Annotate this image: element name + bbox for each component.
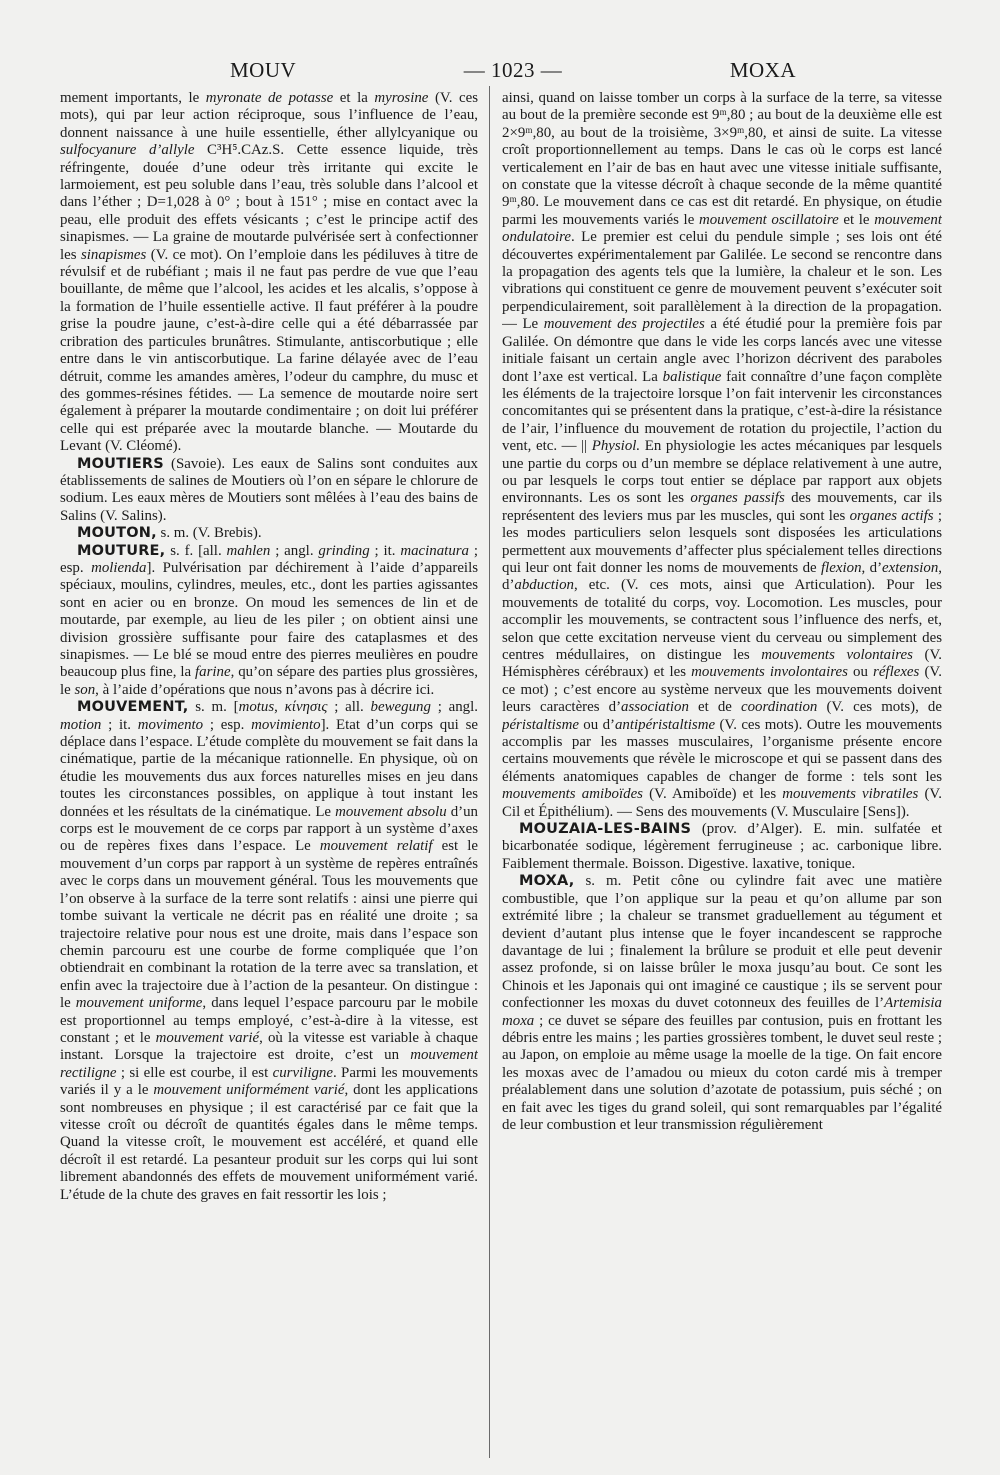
entry-text: , d’ bbox=[502, 559, 942, 594]
entry-text: (V. Hémisphères cérébraux) et les bbox=[502, 647, 942, 681]
italic-term: réflexes bbox=[873, 664, 920, 681]
dictionary-entry bbox=[502, 873, 942, 1134]
entry-text: ]. Etat d’un corps qui se déplace dans l’espace. L’étude complète du mouvement se fait dans la cinématique, partie de la mécanique rationnelle. En physique, où on étudie les mouvements dus aux forces naturelles mises en jeu dans toutes les circonstances possibles, on applique à tout instant les données et les résultats de la cinématique. Le bbox=[60, 716, 478, 820]
entry-text: est le mouvement d’un corps par rapport à un système de repères entraînés avec le corps dans un mouvement général. Tous les mouvements que l’on observe à la surface de la terre sont relatifs : ainsi une pierre qui tombe suivant la verticale ne décrit pas en réalité une droite ; sa trajectoire relative pour nous est une droite, mais dans l’espace son chemin parcouru est une courbe de forme compliquée que l’on obtiendrait en combinant la rotation de la terre avec sa translation, et enfin avec la trajectoire due à l’action de la pesanteur. On distingue : le bbox=[60, 838, 478, 1012]
entry-text: et le bbox=[838, 211, 875, 228]
entry-headword: MOUTURE, bbox=[77, 542, 166, 559]
entry-text: , d’ bbox=[861, 559, 883, 576]
entry-text: . Parmi les mouvements variés il y a le bbox=[60, 1064, 478, 1099]
left-column bbox=[60, 90, 478, 1460]
entry-text: (V. ce mot). On l’emploie dans les pédiluves à titre de révulsif et de rubéfiant ; mais il ne faut pas perdre de vue que l’eau bouillante, de même que l’alcool, les acides et les alcalis, s’oppose à la formation de l’huile essentielle active. Il faut préférer à la poudre grise la poudre jaune, c’est-à-dire celle qui a été débarrassée par cribration des particules brunâtres. Stimulante, antiscorbutique ; elle entre dans le vin antiscorbutique. La farine délayée avec de l’eau détruit, comme les amandes amères, l’odeur du camphre, du musc et des gommes-résines fétides. — La semence de moutarde noire sert également à préparer la moutarde condimentaire ; on doit lui préférer celle qui est préparée avec la moutarde blanche. — Moutarde du Levant (V. Cléomé). bbox=[60, 246, 478, 455]
entry-text: , dans lequel l’espace parcouru par le mobile est proportionnel au temps employé, c’est-à-dire à la vitesse, est constant ; et le bbox=[60, 995, 478, 1046]
entry-headword: MOUTIERS bbox=[77, 455, 164, 472]
italic-term: motus bbox=[238, 699, 275, 716]
entry-text: (V. Cil et Épithélium). — Sens des mouvements (V. Musculaire [Sens]). bbox=[502, 786, 942, 820]
italic-term: antipéristaltisme bbox=[614, 716, 716, 733]
italic-term: sulfocyanure d’allyle bbox=[60, 142, 195, 159]
italic-term: bewegung bbox=[370, 699, 431, 716]
running-head bbox=[230, 58, 796, 86]
entry-text: ; all. bbox=[327, 699, 371, 716]
italic-term: mouvement uniforme bbox=[75, 995, 203, 1012]
entry-text: ; esp. bbox=[60, 542, 478, 576]
italic-term: mouvement relatif bbox=[319, 838, 433, 855]
italic-term: mahlen bbox=[226, 542, 271, 559]
entry-headword: MOUVEMENT, bbox=[77, 699, 189, 716]
italic-term: molienda bbox=[91, 559, 147, 576]
entry-text: ; it. bbox=[101, 716, 138, 733]
entry-text: a été étudié pour la première fois par Galilée. On démontre que dans le vide les corps lancés avec une vitesse initiale faisant un certain angle avec l’horizon décrivent des paraboles dont l’axe est vertical. La bbox=[502, 316, 942, 385]
italic-term: κίνησις bbox=[284, 699, 328, 716]
dictionary-entry bbox=[502, 821, 942, 873]
italic-term: Physiol. bbox=[591, 438, 641, 455]
italic-term: extension bbox=[882, 559, 939, 576]
italic-term: mouvement rectiligne bbox=[60, 1047, 478, 1081]
page-number: — 1023 — bbox=[463, 58, 563, 82]
entry-text: , bbox=[274, 699, 285, 716]
italic-term: balistique bbox=[662, 368, 722, 385]
italic-term: organes actifs bbox=[849, 507, 934, 524]
italic-term: organes passifs bbox=[690, 490, 785, 507]
dictionary-entry bbox=[60, 543, 478, 700]
entry-text: (V. ces mots), qui par leur action réciproque, sous l’influence de l’eau, donnent naissance à une huile essentielle, éther allylcyanique ou bbox=[60, 90, 478, 141]
italic-term: mouvements vibratiles bbox=[782, 786, 919, 803]
continued-paragraph bbox=[502, 90, 942, 821]
entry-text: s. m. Petit cône ou cylindre fait avec une matière combustible, que l’on applique sur la peau et qu’on allume par son extrémité libre ; la chaleur se transmet graduellement au tégument et devient d’autant plus intense que le foyer incandescent se rapproche davantage de lui ; finalement la brûlure se produit et elle peut devenir assez profonde, si on laisse brûler le moxa jusqu’au bout. Ce sont les Chinois et les Japonais qui ont imaginé ce caustique ; ils se servent pour confectionner les moxas du duvet cotonneux des feuilles de l’ bbox=[502, 873, 942, 1012]
italic-term: abduction bbox=[514, 577, 574, 594]
dictionary-entry bbox=[60, 456, 478, 526]
entry-text: (prov. d’Alger). E. min. sulfatée et bicarbonatée sodique, légèrement ferrugineuse ; ac. carbonique libre. Faiblement thermale. Boisson. Digestive. laxative, tonique. bbox=[502, 821, 942, 872]
entry-text: s. f. [all. bbox=[165, 542, 227, 559]
italic-term: mouvement oscillatoire bbox=[698, 211, 839, 228]
entry-text: ]. Pulvérisation par déchirement à l’aide d’appareils spéciaux, moulins, cylindres, meules, etc., dont les parties agissantes sont en acier ou en bronze. On moud les semences de lin et de moutarde, par exemple, au lieu de les piler ; on obtient ainsi une division grossière suffisante pour faire des cataplasmes et des sinapismes. — Le blé se moud entre des pierres meulières en poudre beaucoup plus fine, la bbox=[60, 559, 478, 681]
entry-text: (V. ces mots), de bbox=[817, 699, 942, 716]
italic-term: son bbox=[74, 681, 96, 698]
entry-text: En physiologie les actes mécaniques par lesquels une partie du corps ou d’un membre se déplace relativement à une autre, ou par lesquels le corps tout entier se déplace par rapport aux objets environnants. Les os sont les bbox=[502, 438, 942, 507]
entry-text: ; angl. bbox=[430, 699, 478, 716]
entry-text: (V. Amiboïde) et les bbox=[642, 786, 783, 803]
italic-term: myrosine bbox=[374, 90, 429, 106]
italic-term: mouvement des projectiles bbox=[543, 316, 705, 333]
entry-text: mement importants, le bbox=[60, 90, 206, 106]
italic-term: mouvement varié bbox=[155, 1029, 260, 1046]
entry-text: d’un corps est le mouvement de ce corps par rapport à un système d’axes ou de repères fixes dans l’espace. Le bbox=[60, 803, 478, 855]
entry-text: des mouvements, car ils représentent des leviers mus par les muscles, qui sont les bbox=[502, 490, 942, 524]
entry-text: et la bbox=[333, 90, 375, 106]
entry-text: s. m. (V. Brebis). bbox=[156, 525, 262, 542]
entry-headword: MOUTON, bbox=[77, 525, 157, 542]
continued-paragraph bbox=[60, 90, 478, 456]
entry-text: C³H⁵.CAz.S. Cette essence liquide, très réfringente, douée d’une odeur très irritante qui excite le larmoiement, est peu soluble dans l’eau, très soluble dans l’alcool et dans l’éther ; D=1,028 à 0° ; bout à 151° ; mise en contact avec la peau, elle produit des effets vésicants ; c’est le principe actif des sinapismes. — La graine de moutarde pulvérisée sert à confectionner les bbox=[60, 142, 478, 263]
entry-text: fait connaître d’une façon complète les éléments de la trajectoire lorsque l’on fait intervenir les circonstances concomitantes qui se présentent dans la pratique, c’est-à-dire la résistance de l’air, l’influence du mouvement de rotation du projectile, l’action du vent, etc. — || bbox=[502, 368, 942, 455]
italic-term: mouvement uniformément varié bbox=[153, 1082, 345, 1099]
italic-term: movimento bbox=[137, 716, 204, 733]
entry-text: ; si elle est courbe, il est bbox=[116, 1064, 273, 1081]
entry-headword: MOXA, bbox=[519, 873, 575, 890]
header-right-word: MOXA bbox=[729, 58, 796, 82]
italic-term: flexion bbox=[821, 559, 862, 576]
entry-text: et de bbox=[688, 699, 741, 716]
entry-headword: MOUZAIA-LES-BAINS bbox=[519, 821, 692, 838]
entry-text: ; les modes particuliers selon lesquels sont disposées les articulations permettent aux mouvements d’affecter plus spécialement telles directions qui leur ont fait donner les noms de mouvements de bbox=[502, 507, 942, 576]
entry-text: ; ce duvet se sépare des feuilles par contusion, puis en frottant les débris entre les mains ; les parties grossières tombent, le duvet seul reste ; au Japon, on emploie au même usage la moelle de la tige. On fait encore les moxas avec de l’amadou ou mieux du coton cardé mis à tremper préalablement dans une solution d’azotate de potassium, puis séché ; on en fait avec les tiges du grand soleil, qui sont remarquables par l’égalité de leur combustion et leur transmission régulièrement bbox=[502, 1012, 942, 1133]
entry-text: , qu’on sépare des parties plus grossières, le bbox=[60, 664, 478, 698]
italic-term: grinding bbox=[318, 542, 370, 559]
italic-term: movimiento bbox=[251, 716, 321, 733]
entry-text: , etc. (V. ces mots, ainsi que Articulation). Pour les mouvements de totalité du corps, voy. Locomotion. Les muscles, pour accomplir les mouvements, se contractent sous l’influence des nerfs, et, selon que cette excitation nerveuse vient du cerveau ou simplement des centres médullaires, on distingue les bbox=[502, 577, 942, 663]
entry-text: (V. ce mot) ; c’est encore au système nerveux que les mouvements doivent leurs caractères d’ bbox=[502, 664, 942, 716]
entry-text: ; it. bbox=[369, 542, 401, 559]
italic-term: Artemisia moxa bbox=[502, 995, 942, 1029]
italic-term: mouvements volontaires bbox=[761, 647, 913, 663]
entry-text: ou d’ bbox=[578, 716, 615, 733]
entry-text: ; esp. bbox=[203, 716, 252, 733]
italic-term: farine bbox=[195, 664, 231, 681]
entry-text: ou bbox=[847, 664, 874, 681]
italic-term: association bbox=[621, 699, 689, 716]
entry-text: , dont les applications sont nombreuses en physique ; il est caractérisé par ce fait que la vitesse croît ou décroît de quantités égales dans le même temps. Quand la vitesse croît, le mouvement est accéléré, et quand elle décroît il est retardé. La pesanteur produit sur les corps qui lui sont librement abandonnés des effets de mouvement uniformément varié. L’étude de la chute des graves en fait ressortir les lois ; bbox=[60, 1082, 478, 1203]
dictionary-entry bbox=[60, 525, 478, 542]
italic-term: mouvement ondulatoire bbox=[502, 211, 942, 246]
right-column bbox=[502, 90, 942, 1460]
italic-term: mouvements amiboïdes bbox=[502, 786, 643, 803]
column-divider bbox=[489, 86, 490, 1458]
italic-term: myronate de potasse bbox=[205, 90, 334, 106]
entry-text: , à l’aide d’opérations que nous n’avons pas à décrire ici. bbox=[95, 681, 435, 698]
italic-term: macinatura bbox=[400, 542, 470, 559]
italic-term: motion bbox=[60, 716, 102, 733]
italic-term: mouvement absolu bbox=[335, 803, 447, 820]
entry-text: (V. ces mots). Outre les mouvements accomplis par les masses musculaires, l’organisme présente encore certains mouvements que révèle le microscope et qui se passent dans des éléments anatomiques capables de changer de forme : tels sont les bbox=[502, 716, 942, 785]
italic-term: péristaltisme bbox=[502, 716, 579, 733]
entry-text: ainsi, quand on laisse tomber un corps à la surface de la terre, sa vitesse au bout de la première seconde est 9ᵐ,80 ; au bout de la deuxième elle est 2×9ᵐ,80, au bout de la troisième, 3×9ᵐ,80, et ainsi de suite. La vitesse croît proportionnellement au temps. Dans le cas où le corps est lancé verticalement en l’air de bas en haut avec une vitesse initiale suffisante, on constate que la vitesse décroît à chaque seconde de la même quantité 9ᵐ,80. Le mouvement dans ce cas est dit retardé. En physique, on étudie parmi les mouvements variés le bbox=[502, 90, 942, 228]
italic-term: mouvements involontaires bbox=[691, 664, 848, 681]
header-left-word: MOUV bbox=[230, 58, 297, 82]
italic-term: coordination bbox=[740, 699, 818, 716]
dictionary-entry bbox=[60, 699, 478, 1204]
entry-text: s. m. [ bbox=[188, 699, 239, 716]
entry-text: , où la vitesse est variable à chaque instant. Lorsque la trajectoire est droite, c’est un bbox=[60, 1029, 478, 1064]
italic-term: sinapismes bbox=[80, 246, 147, 263]
entry-text: (Savoie). Les eaux de Salins sont conduites aux établissements de salines de Moutiers où l’on en sépare le chlorure de sodium. Les eaux mères de Moutiers sont mêlées à l’eau des bains de Salins (V. Salins). bbox=[60, 455, 478, 524]
italic-term: curviligne bbox=[272, 1064, 333, 1081]
entry-text: ; angl. bbox=[270, 542, 319, 559]
entry-text: . Le premier est celui du pendule simple ; ses lois ont été découvertes expérimentalement par Galilée. Le second se rencontre dans la propagation des agents tels que la lumière, la chaleur et le son. Les vibrations qui constituent ce genre de mouvement peuvent s’exécuter soit perpendiculairement, soit parallèlement à la direction de la propagation. — Le bbox=[502, 229, 942, 333]
